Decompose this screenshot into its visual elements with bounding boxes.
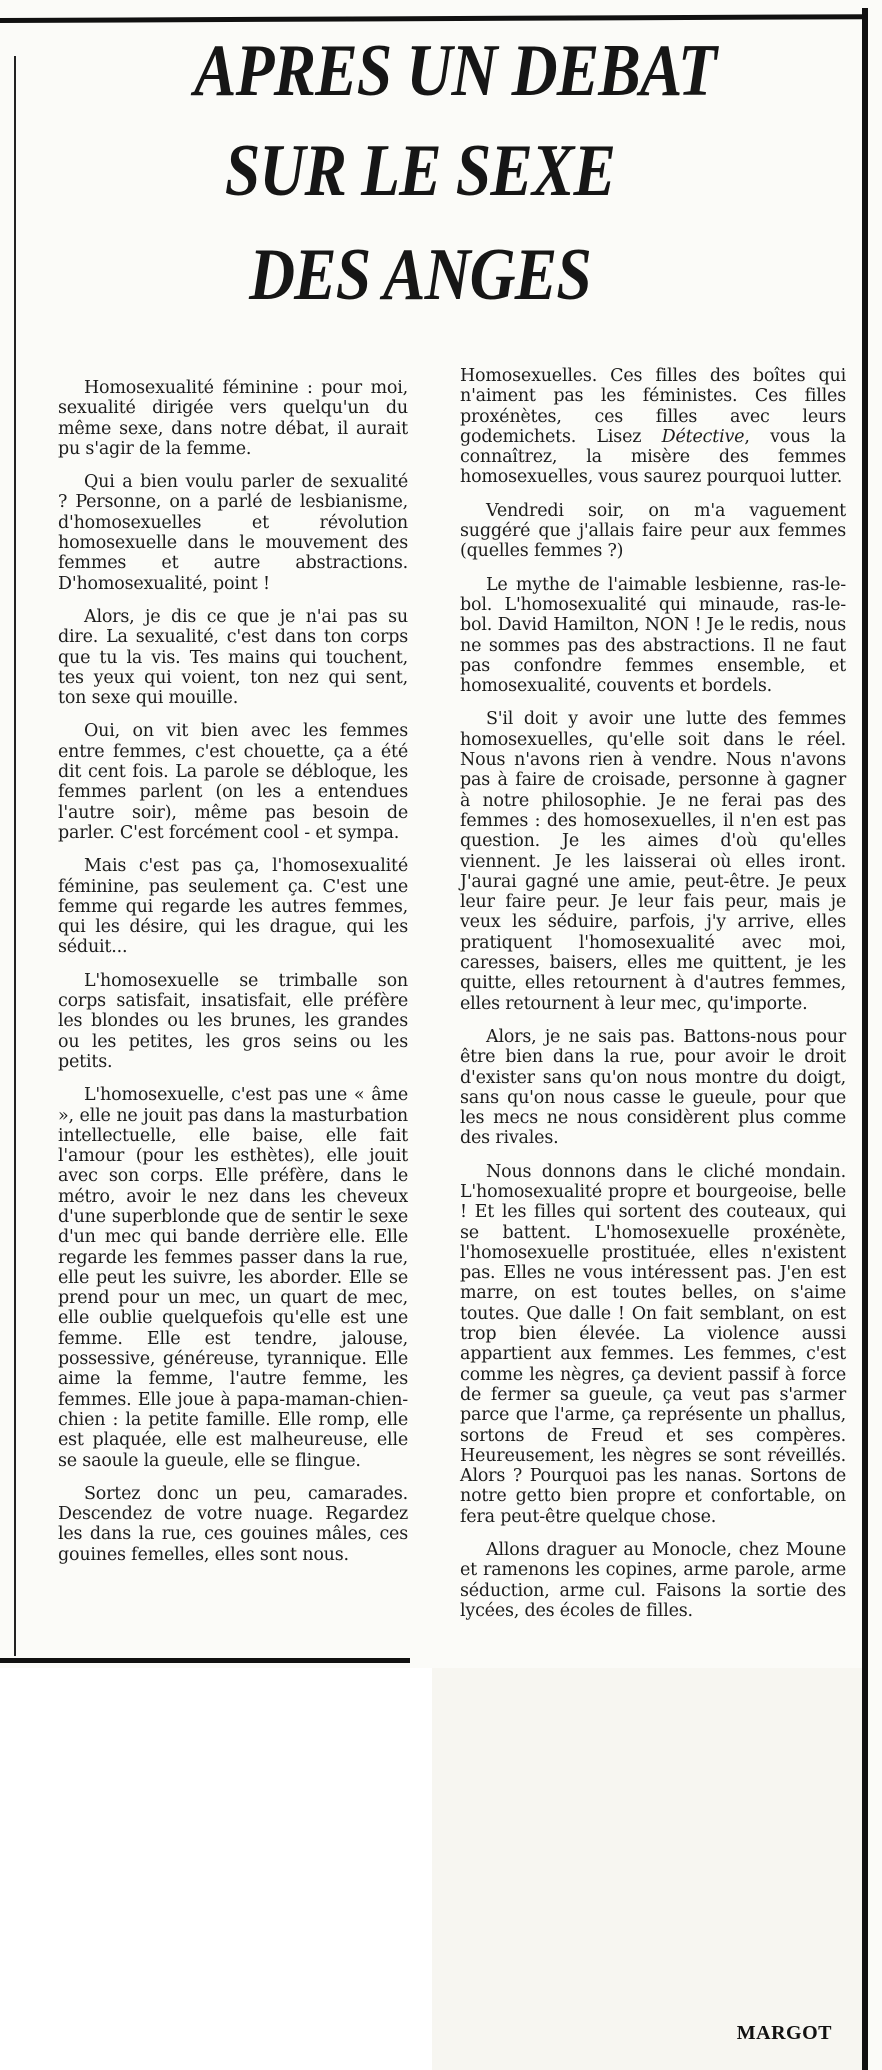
paragraph: Alors, je dis ce que je n'ai pas su dire. La sexualité, c'est dans ton corps que tu la vis. Tes mains qui touchent, tes yeux qui voient, ton nez qui sent, ton sexe qui mouille. [58, 606, 408, 709]
top-rule [0, 14, 866, 23]
right-column [460, 366, 846, 1634]
paragraph: L'homosexuelle, c'est pas une « âme », elle ne jouit pas dans la masturbation intellectuelle, elle baise, elle fait l'amour (pour les esthètes), elle jouit avec son corps. Elle préfère, dans le métro, avoir le nez dans les cheveux d'une superblonde que de sentir le sexe d'un mec qui bande derrière elle. Elle regarde les femmes passer dans la rue, elle peut les suivre, les aborder. Elle se prend pour un mec, un quart de mec, elle oublie quelquefois qu'elle est une femme. Elle est tendre, jalouse, possessive, généreuse, tyrannique. Elle aime la femme, l'autre femme, les femmes. Elle joue à papa-maman-chien-chien : la petite famille. Elle romp, elle est plaquée, elle est malheureuse, elle se saoule la gueule, elle se flingue. [58, 1085, 408, 1471]
paragraph: Oui, on vit bien avec les femmes entre femmes, c'est chouette, ça a été dit cent fois. La parole se débloque, les femmes parlent (on les a entendues l'autre soir), même pas besoin de parler. C'est forcément cool - et sympa. [58, 721, 408, 843]
paragraph: Allons draguer au Monocle, chez Moune et ramenons les copines, arme parole, arme séduction, arme cul. Faisons la sortie des lycées, des écoles de filles. [460, 1540, 846, 1621]
paragraph: L'homosexuelle se trimballe son corps satisfait, insatisfait, elle préfère les blondes ou les brunes, les grandes ou les petites, les gros seins ou les petits. [58, 970, 408, 1072]
page-background-lower-left [0, 1668, 432, 2070]
publication-title: Détective [661, 426, 745, 447]
paragraph: Mais c'est pas ça, l'homosexualité féminine, pas seulement ça. C'est une femme qui regarde les autres femmes, qui les désire, qui les drague, qui les séduit... [58, 856, 408, 958]
headline-line-1: APRES UN DEBAT [194, 30, 716, 112]
continued-text-after: , vous la connaîtrez, la misère des femmes homosexuelles, vous saurez pourquoi lutter. [460, 426, 846, 488]
paragraph: S'il doit y avoir une lutte des femmes homosexuelles, qu'elle soit dans le réel. Nous n'avons rien à vendre. Nous n'avons pas à faire de croisade, personne à gagner à notre philosophie. Je ne ferai pas des femmes : des homosexuelles, il n'en est pas question. Je les aimes d'où qu'elles viennent. Je les laisserai où elles iront. J'aurai gagné une amie, peut-être. Je peux leur faire peur. Je leur fais peur, mais je veux les séduire, parfois, j'y arrive, elles pratiquent l'homosexualité avec moi, caresses, baisers, elles me quittent, je les quitte, elles retournent à d'autres femmes, elles retournent à leur mec, qu'importe. [460, 709, 846, 1014]
page-background-lower-right [432, 1668, 862, 2070]
paragraph: Nous donnons dans le cliché mondain. L'homosexualité propre et bourgeoise, belle ! Et les filles qui sortent des couteaux, qui se battent. L'homosexuelle proxénète, l'homosexuelle prostituée, elles n'existent pas. Elles ne vous intéressent pas. J'en est marre, on est toutes belles, on s'aime toutes. Que dalle ! On fait semblant, on est trop bien élevée. La violence aussi appartient aux femmes. Les femmes, c'est comme les nègres, ça devient passif à force de fermer sa gueule, ça veut pas s'armer parce que l'arme, ça représente un phallus, sortons de Freud et ses compères. Heureusement, les nègres se sont réveillés. Alors ? Pourquoi pas les nanas. Sortons de notre getto bien propre et confortable, on fera peut-être quelque chose. [460, 1161, 846, 1527]
paragraph: Le mythe de l'aimable lesbienne, ras-le-bol. L'homosexualité qui minaude, ras-le-bol. David Hamilton, NON ! Je le redis, nous ne sommes pas des abstractions. Il ne faut pas confondre femmes ensemble, et homosexualité, couvents et bordels. [460, 574, 846, 697]
headline-line-2: SUR LE SEXE [224, 130, 616, 212]
paragraph: Vendredi soir, on m'a vaguement suggéré que j'allais faire peur aux femmes (quelles femmes ?) [460, 500, 846, 562]
paragraph: Sortez donc un peu, camarades. Descendez de votre nuage. Regardez les dans la rue, ces gouines mâles, ces gouines femelles, elles sont nous. [58, 1483, 408, 1565]
continued-text-before: Homosexuelles. Ces filles des boîtes qui n'aiment pas les féministes. Ces filles proxénètes, ces filles avec leurs godemichets. Lisez [460, 366, 846, 447]
paragraph: Homosexualité féminine : pour moi, sexualité dirigée vers quelqu'un du même sexe, dans notre débat, il aurait pu s'agir de la femme. [58, 378, 408, 459]
continued-paragraph [460, 366, 846, 488]
right-border-rule [862, 8, 868, 2070]
left-column [58, 378, 408, 1578]
article-headline [30, 28, 850, 316]
bottom-left-rule [0, 1658, 410, 1663]
author-signature: MARGOT [736, 2022, 832, 2044]
paragraph: Alors, je ne sais pas. Battons-nous pour être bien dans la rue, pour avoir le droit d'exister sans qu'on nous montre du doigt, sans qu'on nous casse le gueule, pour que les mecs ne nous considèrent plus comme des rivales. [460, 1026, 846, 1149]
left-border-rule [14, 56, 16, 1656]
headline-line-3: DES ANGES [249, 234, 591, 316]
paragraph: Qui a bien voulu parler de sexualité ? Personne, on a parlé de lesbianisme, d'homosexuelles et révolution homosexuelle dans le mouvement des femmes et autre abstractions. D'homosexualité, point ! [58, 472, 408, 594]
